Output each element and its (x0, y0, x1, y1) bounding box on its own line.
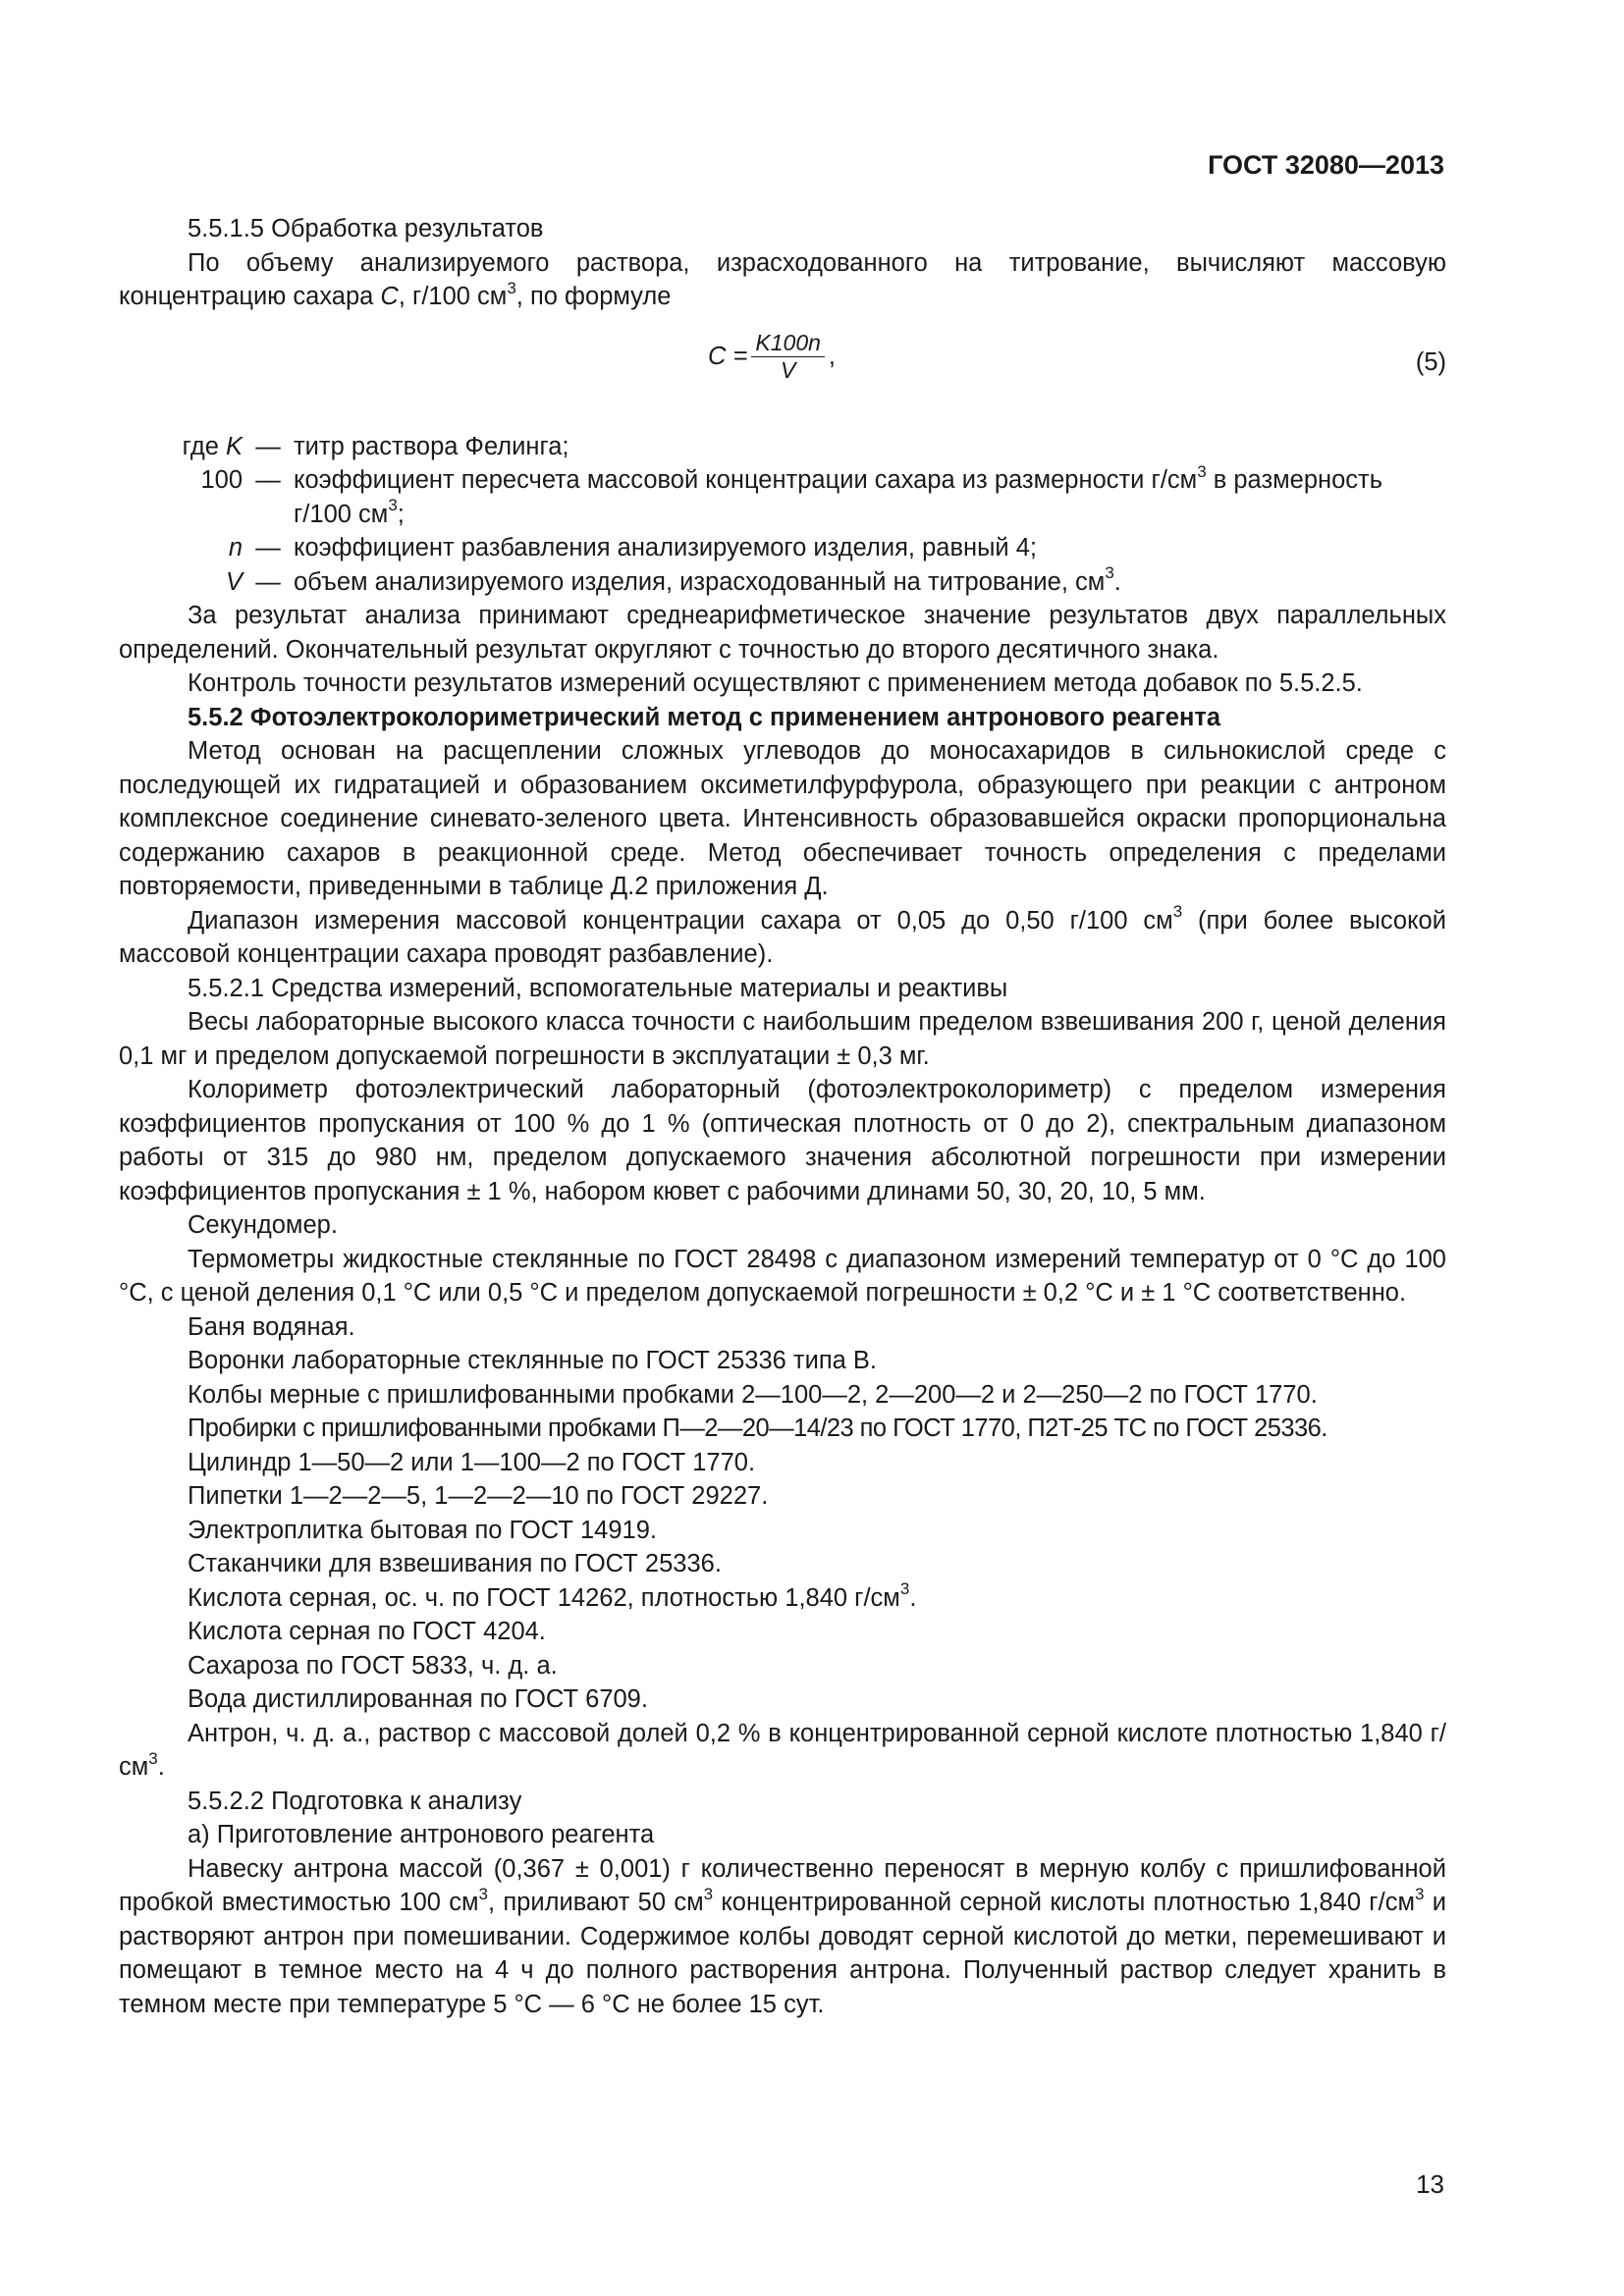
equipment-item: Электроплитка бытовая по ГОСТ 14919. (188, 1516, 657, 1544)
page-number: 13 (1416, 2169, 1444, 2199)
section-5-5-1-5-title: 5.5.1.5 Обработка результатов (188, 215, 544, 242)
preparation-paragraph: Навеску антрона массой (0,367 ± 0,001) г количественно переносят в мерную колбу с пришлифованной пробкой вместимостью 100 $см^3$, приливают 50 $см^3$ концентрированной серной кислоты плотностью 1,840 $г/см^3$ и растворяют антрон при помешивании. Содержимое колбы доводят серной кислотой до метки, перемешивают и помещают в темное место на 4 ч до полного растворения антрона. Полученный раствор следует хранить в темном месте при температуре 5 °С — 6 °С не более 15 сут. (119, 1854, 1446, 2018)
page-content (119, 212, 1446, 2021)
equipment-item: Воронки лабораторные стеклянные по ГОСТ 25336 типа В. (188, 1347, 878, 1374)
formula-number: (5) (1415, 347, 1446, 376)
reagent-item: Кислота серная, ос. ч. по ГОСТ 14262, плотностью 1,840 $г/см^3$. (188, 1579, 917, 1612)
section-5-5-2-title: 5.5.2 Фотоэлектроколориметрический метод с применением антронового реагента (188, 703, 1221, 731)
equipment-item: Стаканчики для взвешивания по ГОСТ 25336. (188, 1550, 722, 1577)
reagent-item: Кислота серная по ГОСТ 4204. (188, 1618, 546, 1645)
formula-expression: C = $\frac{K100n}{V}$ , (708, 329, 837, 383)
equipment-item: Секундомер. (188, 1211, 338, 1239)
definition-row: 100 — коэффициент пересчета массовой концентрации сахара из размерности $г/см^3$ в размерность г/100 $см^3$; (200, 461, 1383, 528)
subsection-a-title: а) Приготовление антронового реагента (188, 1821, 655, 1848)
control-paragraph: Контроль точности результатов измерений осуществляют с применением метода добавок по 5.5.2.5. (188, 669, 1363, 697)
section-5-5-2-1-title: 5.5.2.1 Средства измерений, вспомогательные материалы и реактивы (188, 974, 1008, 1002)
definition-row: V — объем анализируемого изделия, израсходованный на титрование, $см^3$. (225, 563, 1121, 596)
equipment-item: Колориметр фотоэлектрический лабораторный (фотоэлектроколориметр) с пределом измерения коэффициентов пропускания от 100 % до 1 % (оптическая плотность от 0 до 2), спектральным диапазоном работы от 315 до 980 нм, пределом допускаемого значения абсолютной погрешности при измерении коэффициентов пропускания ± 1 %, набором кювет с рабочими длинами 50, 30, 20, 10, 5 мм. (119, 1076, 1446, 1205)
result-paragraph: За результат анализа принимают среднеарифметическое значение результатов двух параллельных определений. Окончательный результат округляют с точностью до второго десятичного знака. (119, 602, 1446, 664)
equipment-item: Колбы мерные с пришлифованными пробками 2—100—2, 2—200—2 и 2—250—2 по ГОСТ 1770. (188, 1380, 1318, 1409)
equipment-item: Пипетки 1—2—2—5, 1—2—2—10 по ГОСТ 29227. (188, 1482, 769, 1510)
equipment-item: Цилиндр 1—50—2 или 1—100—2 по ГОСТ 1770. (188, 1448, 756, 1476)
formula-5 (119, 324, 1446, 406)
equipment-item: Термометры жидкостные стеклянные по ГОСТ 28498 с диапазоном измерений температур от 0 °С до 100 °С, с ценой деления 0,1 °С или 0,5 °С и пределом допускаемой погрешности ± 0,2 °С и ± 1 °С соответственно. (119, 1245, 1446, 1307)
definition-row: n — коэффициент разбавления анализируемого изделия, равный 4; (228, 534, 1038, 561)
reagent-item: Сахароза по ГОСТ 5833, ч. д. а. (188, 1651, 558, 1680)
reagent-item: Вода дистиллированная по ГОСТ 6709. (188, 1685, 648, 1713)
variable-definitions (119, 430, 1446, 600)
equipment-item: Весы лабораторные высокого класса точности с наибольшим пределом взвешивания 200 г, ценой деления 0,1 мг и пределом допускаемой погрешности в эксплуатации ± 0,3 мг. (119, 1008, 1446, 1070)
definition-row: где K — титр раствора Фелинга; (182, 432, 569, 460)
section-5-5-2-2-title: 5.5.2.2 Подготовка к анализу (188, 1787, 522, 1815)
method-paragraph: Метод основан на расщеплении сложных углеводов до моносахаридов в сильнокислой среде с последующей их гидратацией и образованием оксиметилфурфурола, образующего при реакции с антроном комплексное соединение синевато-зеленого цвета. Интенсивность образовавшейся окраски пропорциональна содержанию сахаров в реакционной среде. Метод обеспечивает точность определения с пределами повторяемости, приведенными в таблице Д.2 приложения Д. (119, 737, 1446, 900)
formula-intro: По объему анализируемого раствора, израсходованного на титрование, вычисляют массовую концентрацию сахара C, г/100 $см^3$, по формуле (119, 248, 1446, 310)
document-header: ГОСТ 32080—2013 (1208, 150, 1444, 180)
formula-fraction: $\frac{K100n}{V}$ (751, 330, 825, 384)
equipment-item: Пробирки с пришлифованными пробками П—2—20—14/23 по ГОСТ 1770, П2Т-25 ТС по ГОСТ 25336. (188, 1415, 1327, 1442)
equipment-item: Баня водяная. (188, 1312, 355, 1341)
range-paragraph: Диапазон измерения массовой концентрации сахара от 0,05 до 0,50 г/100 $см^3$ (при более высокой массовой концентрации сахара проводят разбавление). (119, 902, 1446, 968)
reagent-item: Антрон, ч. д. а., раствор с массовой долей 0,2 % в концентрированной серной кислоте плотностью 1,840 $г/см^3$. (119, 1719, 1446, 1781)
